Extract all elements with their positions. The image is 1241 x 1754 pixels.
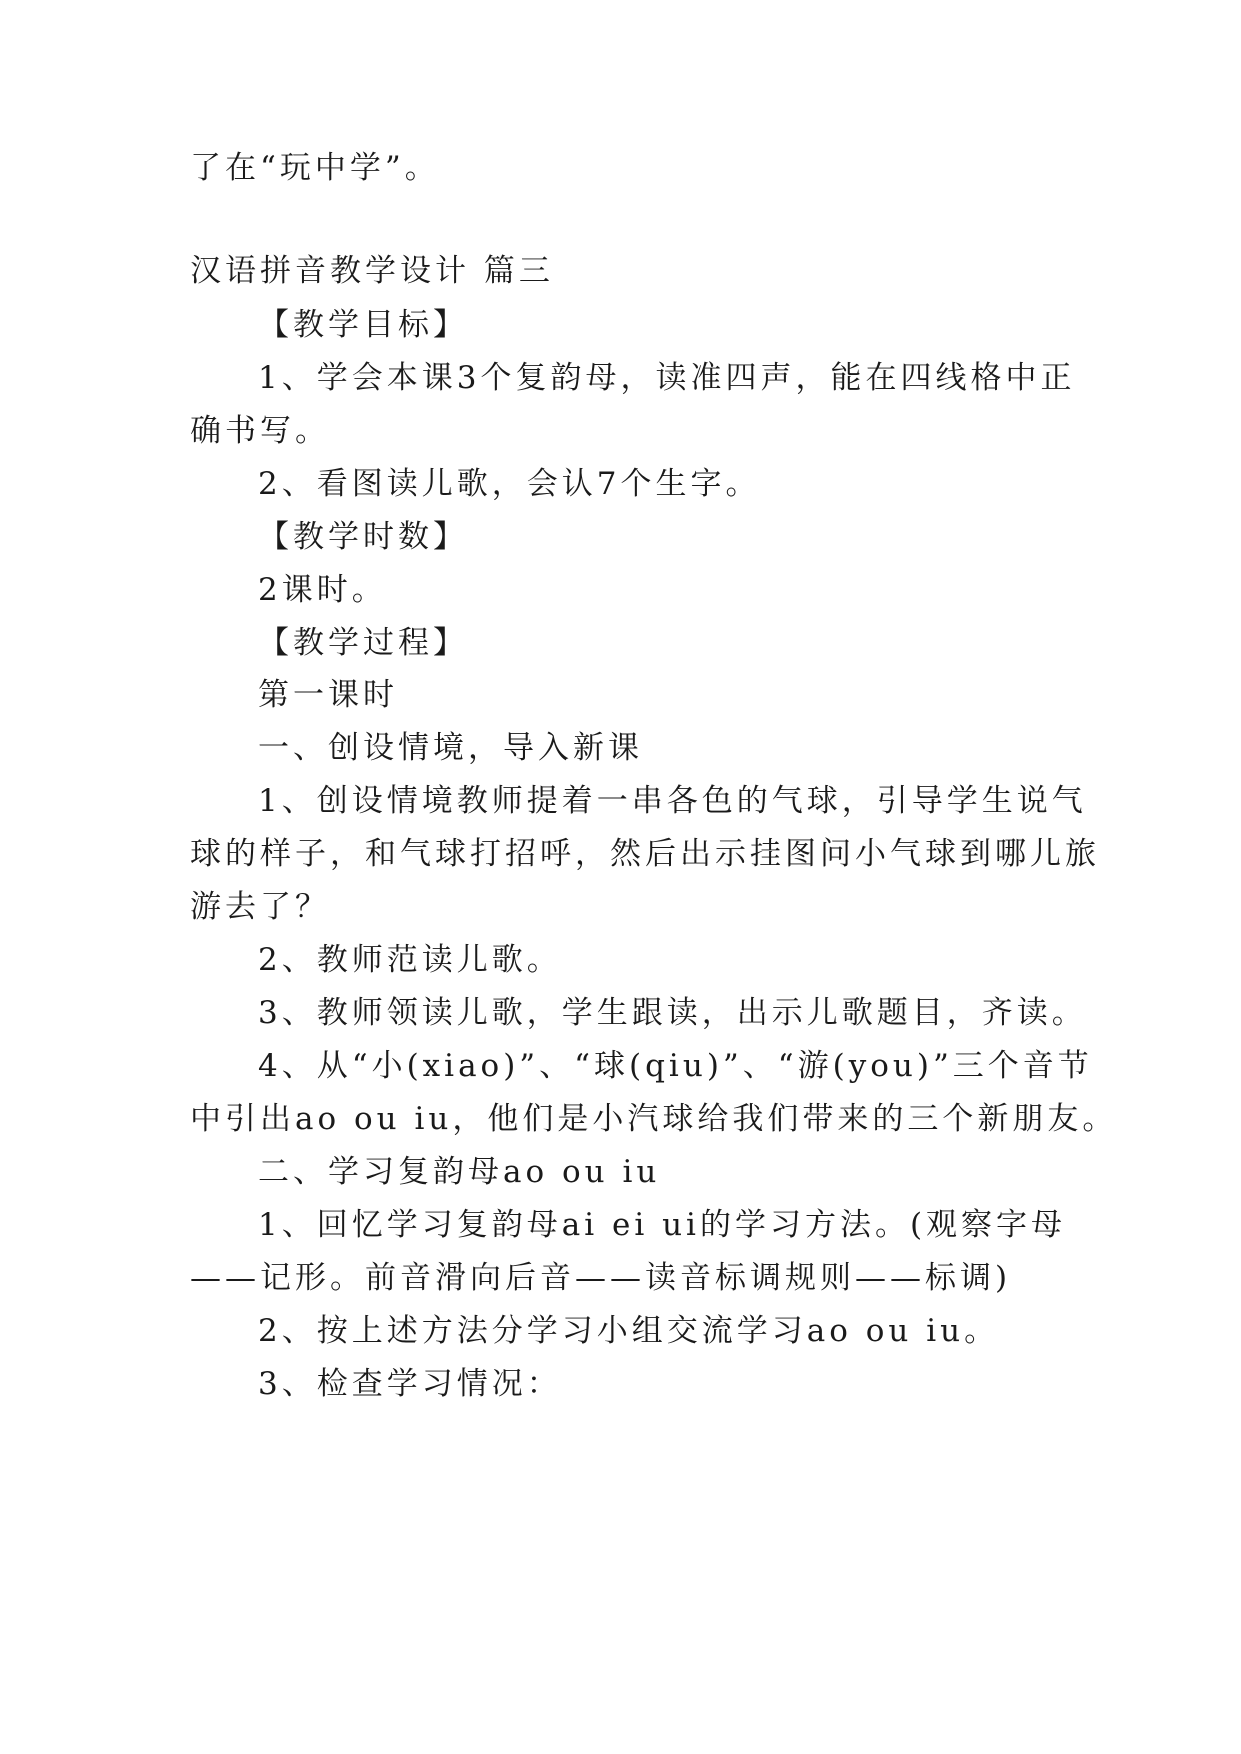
part-1-item-1-line-1: 1、创设情境教师提着一串各色的气球，引导学生说气 [258,783,1087,819]
part-1-item-2: 2、教师范读儿歌。 [258,942,562,978]
section-title: 汉语拼音教学设计 篇三 [190,253,554,289]
hours-value: 2课时。 [258,572,387,608]
part-2-heading: 二、学习复韵母ao ou iu [258,1154,661,1190]
goal-1-line-1: 1、学会本课3个复韵母，读准四声，能在四线格中正 [258,360,1076,396]
part-1-item-4-line-1: 4、从“小(xiao)”、“球(qiu)”、“游(you)”三个音节 [258,1048,1093,1084]
part-2-item-1-line-2: ——记形。前音滑向后音——读音标调规则——标调) [190,1260,1012,1296]
part-2-item-1-line-1: 1、回忆学习复韵母ai ei ui的学习方法。(观察字母 [258,1207,1067,1243]
part-2-item-3: 3、检查学习情况： [258,1366,562,1402]
process-heading: 【教学过程】 [258,625,468,661]
goal-2: 2、看图读儿歌，会认7个生字。 [258,466,761,502]
part-1-item-3: 3、教师领读儿歌，学生跟读，出示儿歌题目，齐读。 [258,995,1087,1031]
hours-heading: 【教学时数】 [258,519,468,555]
part-1-item-1-line-3: 游去了？ [190,889,330,925]
part-1-item-4-line-2: 中引出ao ou iu，他们是小汽球给我们带来的三个新朋友。 [190,1101,1118,1137]
part-1-item-1-line-2: 球的样子，和气球打招呼，然后出示挂图问小气球到哪儿旅 [190,836,1100,872]
goals-heading: 【教学目标】 [258,307,468,343]
part-1-heading: 一、创设情境，导入新课 [258,730,643,766]
goal-1-line-2: 确书写。 [190,413,330,449]
carry-over-line: 了在“玩中学”。 [190,150,440,186]
part-2-item-2: 2、按上述方法分学习小组交流学习ao ou iu。 [258,1313,1000,1349]
lesson-1-title: 第一课时 [258,677,398,713]
